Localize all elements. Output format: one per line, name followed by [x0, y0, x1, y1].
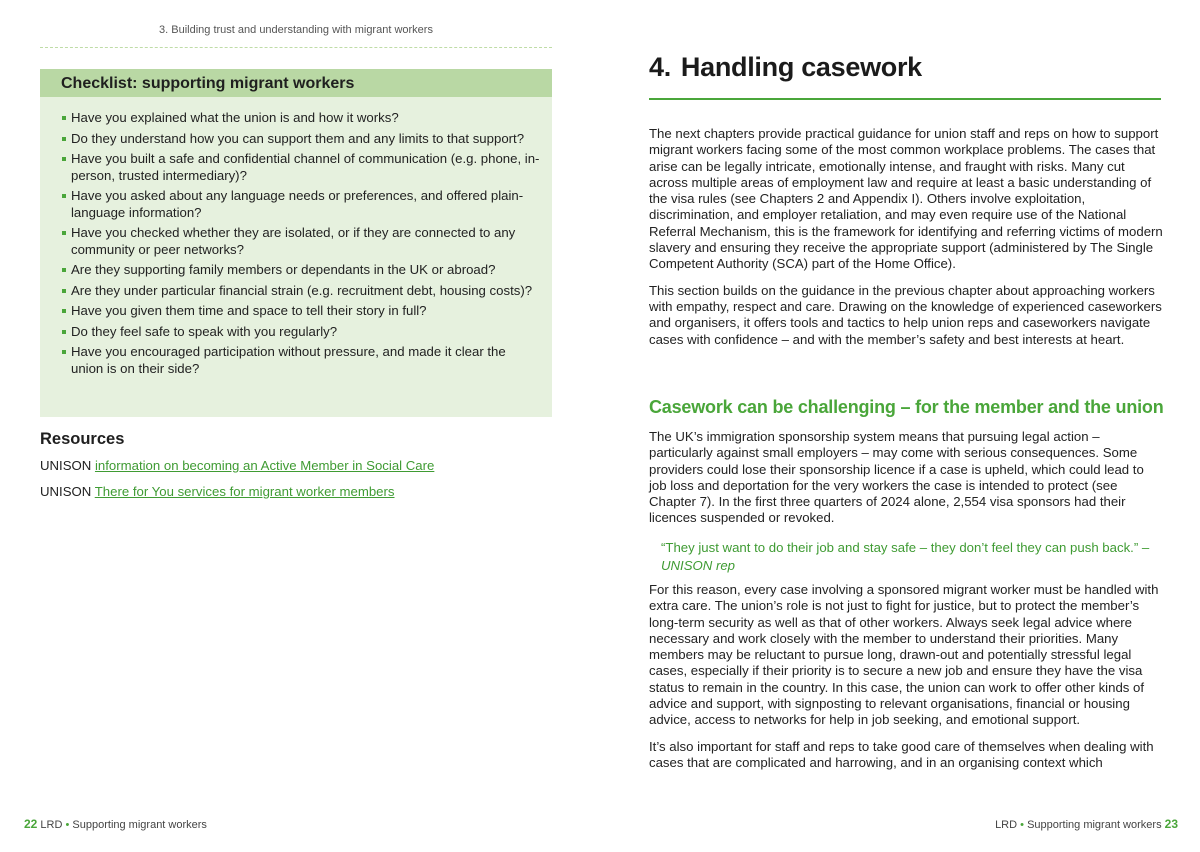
bullet-icon — [62, 137, 66, 141]
bullet-icon — [62, 116, 66, 120]
paragraph: This section builds on the guidance in the previous chapter about approaching workers with empathy, respect and care. Drawing on the knowledge of experienced caseworkers and organisers, it offers tools and tactics to help union reps and caseworkers navigate cases with confidence – and with the member’s safety and best interests at heart. — [649, 282, 1162, 347]
page-number: 22 — [24, 817, 38, 831]
footer-right — [995, 817, 1178, 831]
checklist-item: Are they supporting family members or dependants in the UK or abroad? — [62, 262, 540, 279]
paragraph: The UK’s immigration sponsorship system means that pursuing legal action – particularly against small employers – may come with serious consequences. Some providers could lose their sponsorship licence if a case is upheld, which could lead to job loss and deportation for the very workers the case is intended to protect (see Chapter 7). In the first three quarters of 2024 alone, 2,554 visa sponsors had their licences suspended or revoked. — [649, 429, 1144, 526]
paragraph: It’s also important for staff and reps to take good care of themselves when dealing with cases that are complicated and harrowing, and in an organising context which — [649, 738, 1154, 770]
footer-publisher: LRD — [40, 819, 63, 831]
checklist-list — [40, 97, 552, 377]
chapter-title-text: Handling casework — [680, 52, 922, 82]
resource-item — [40, 484, 395, 499]
section-text — [649, 429, 1163, 537]
resource-item — [40, 458, 434, 473]
footer-separator: • — [1020, 819, 1024, 831]
checklist-item: Have you checked whether they are isolated, or if they are connected to any community or peer networks? — [62, 225, 540, 258]
bullet-icon — [62, 350, 66, 354]
checklist-item: Do they feel safe to speak with you regularly? — [62, 324, 540, 341]
checklist-item: Have you given them time and space to tell their story in full? — [62, 303, 540, 320]
paragraph: The next chapters provide practical guidance for union staff and reps on how to support migrant workers facing some of the most common workplace problems. The cases that arise can be legally intricate, emotionally intense, and fraught with risks. Many cut across multiple areas of employment law and require at least a basic understanding of the visa rules (see Chapters 2 and Appendix I). Others involve exploitation, discrimination, and employer retaliation, and may even require use of the National Referral Mechanism, this is the framework for identifying and referring victims of modern slavery and ensuring they receive the appropriate support (administered by The Single Competent Authority (SCA) part of the Home Office). — [649, 126, 1163, 272]
intro-text — [649, 126, 1163, 358]
running-head: 3. Building trust and understanding with migrant workers — [40, 24, 552, 48]
resource-link-there-for-you[interactable]: There for You services for migrant worker members — [94, 484, 395, 499]
bullet-icon — [62, 268, 66, 272]
bullet-icon — [62, 309, 66, 313]
resource-prefix: UNISON — [40, 484, 92, 499]
footer-left — [24, 817, 207, 831]
chapter-number: 4. — [649, 52, 671, 82]
chapter-title — [649, 52, 922, 83]
footer-publisher: LRD — [995, 819, 1018, 831]
checklist-item: Are they under particular financial strain (e.g. recruitment debt, housing costs)? — [62, 283, 540, 300]
resources-heading: Resources — [40, 430, 125, 448]
closing-text — [649, 582, 1163, 781]
bullet-icon — [62, 289, 66, 293]
checklist-item: Have you asked about any language needs or preferences, and offered plain-language information? — [62, 188, 540, 221]
paragraph: For this reason, every case involving a sponsored migrant worker must be handled with extra care. The union’s role is not just to fight for justice, but to protect the member’s long-term security as well as that of other workers. Always seek legal advice where necessary and work closely with the member to understand their priorities. Many members may be reluctant to pursue long, drawn-out and potentially stressful legal cases, especially if their priority is to secure a new job and ensure they have the visa status to remain in the country. In this case, the union can work to offer other kinds of advice and support, with signposting to relevant organisations, financial or housing advice, access to networks for help in job seeking, and emotional support. — [649, 582, 1159, 728]
page-number: 23 — [1164, 817, 1178, 831]
checklist-item: Have you explained what the union is and how it works? — [62, 110, 540, 127]
bullet-icon — [62, 330, 66, 334]
pull-quote — [661, 539, 1161, 575]
quote-text: “They just want to do their job and stay safe – they don’t feel they can push back.” – — [661, 540, 1150, 555]
bullet-icon — [62, 157, 66, 161]
title-rule — [649, 98, 1161, 100]
resource-prefix: UNISON — [40, 458, 92, 473]
checklist-item: Have you encouraged participation without pressure, and made it clear the union is on their side? — [62, 344, 540, 377]
checklist-title: Checklist: supporting migrant workers — [40, 69, 552, 97]
section-subheading: Casework can be challenging – for the member and the union — [649, 397, 1164, 417]
checklist-item: Have you built a safe and confidential channel of communication (e.g. phone, in-person, trusted intermediary)? — [62, 151, 540, 184]
footer-title: Supporting migrant workers — [72, 819, 207, 831]
resource-link-active-member[interactable]: information on becoming an Active Member in Social Care — [94, 458, 435, 473]
bullet-icon — [62, 194, 66, 198]
footer-title: Supporting migrant workers — [1027, 819, 1162, 831]
bullet-icon — [62, 231, 66, 235]
quote-attribution: UNISON rep — [661, 558, 736, 573]
checklist-item: Do they understand how you can support them and any limits to that support? — [62, 131, 540, 148]
checklist-box — [40, 69, 552, 417]
footer-separator: • — [65, 819, 70, 831]
right-page — [600, 0, 1200, 852]
